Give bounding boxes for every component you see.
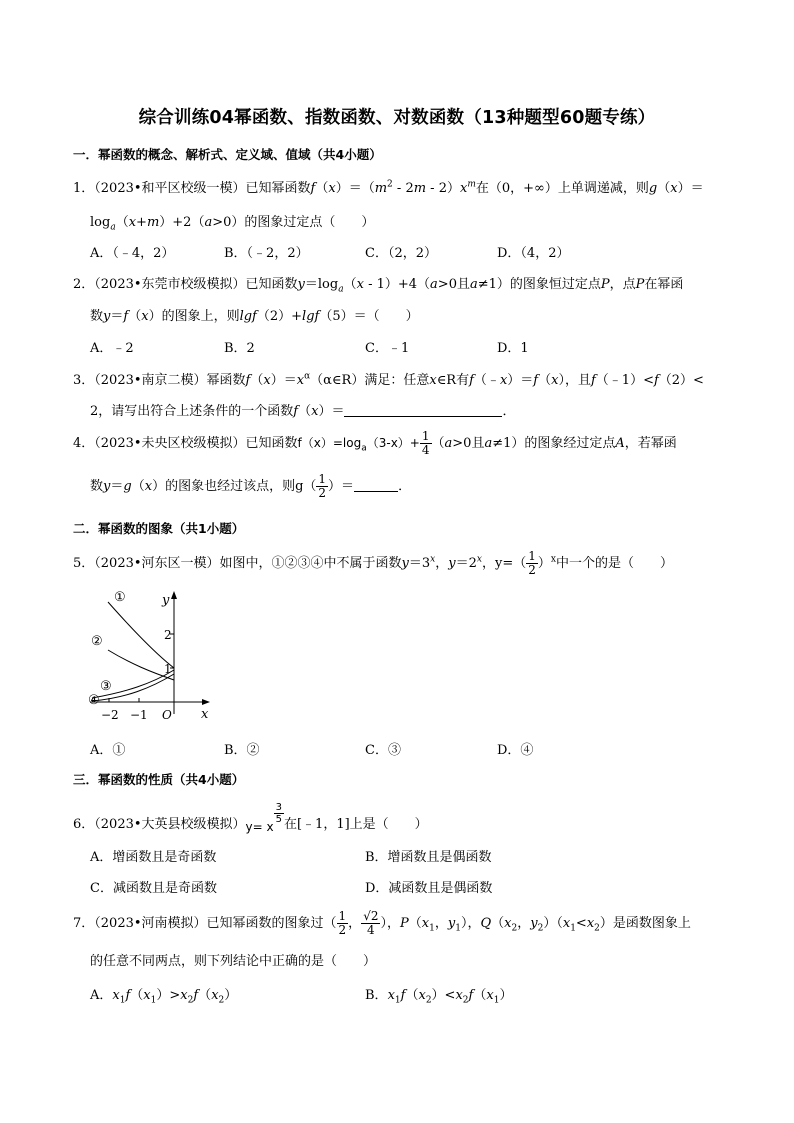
- y-axis-label: y: [162, 593, 170, 608]
- page-title: 综合训练04幂函数、指数函数、对数函数（13种题型60题专练）: [138, 108, 656, 128]
- question-6-prefix: 6．（2023•大英县校级模拟）: [73, 817, 246, 832]
- question-7-line-1: 7．（2023•河南模拟）已知幂函数的图象过（ $\frac{1}{2}$ ， $\frac{√2}{4}$ ），$P(x_1$，$y_1$），$Q(x_2$，$y_2)(x_1<x_2)$是函数图象上: [73, 909, 691, 937]
- x-axis-label: x: [201, 707, 209, 722]
- question-7-option-a[interactable]: A．$x_1f(x_1)>x_2f(x_2)$: [90, 988, 238, 1006]
- question-6-option-b[interactable]: B．增函数且是偶函数: [365, 850, 492, 865]
- answer-blank-q3[interactable]: [344, 416, 502, 417]
- question-5-option-b[interactable]: B．②: [224, 743, 260, 758]
- question-6-line-1: [73, 802, 428, 836]
- question-2-option-c[interactable]: C．﹣1: [365, 341, 410, 356]
- question-1-option-a[interactable]: A．（﹣4，2）: [90, 246, 175, 261]
- y-tick-label-1: 1: [164, 662, 172, 676]
- answer-blank-q4[interactable]: [354, 491, 398, 492]
- section-heading-3: 三．幂函数的性质（共4小题）: [73, 772, 245, 787]
- question-3-line-1: 3．（2023•南京二模）幂函数$f(x)=x^\alpha(\alpha\in R)$满足：任意x∈R有f（﹣x）＝f（x），且f（﹣1）<f（2）<: [73, 371, 704, 388]
- question-4-line-2: 数y＝g（x）的图象也经过该点，则g（ $\frac{1}{2}$ ）＝ ．: [90, 472, 412, 500]
- question-2-option-a[interactable]: A．﹣2: [90, 341, 134, 356]
- question-1-prefix: 1．（2023•和平区校级一模）已知幂函数: [73, 181, 311, 196]
- question-3-line-2: 2，请写出符合上述条件的一个函数f（x）＝ ．: [90, 404, 516, 419]
- question-1-line-2: $\log_a(x+m)+2(a>0)$的图象过定点（ ）: [90, 215, 375, 233]
- question-1-line-1: [73, 177, 704, 196]
- question-3-end: ．: [502, 404, 516, 419]
- question-5-option-c[interactable]: C．③: [365, 743, 401, 758]
- question-1-option-d[interactable]: D．（4，2）: [497, 246, 570, 261]
- question-2-line-2: 数y＝f（x）的图象上，则lgf（2）+lgf（5）＝（ ）: [90, 309, 419, 324]
- question-2-option-d[interactable]: D．1: [497, 341, 529, 356]
- question-1-option-c[interactable]: C．（2，2）: [365, 246, 437, 261]
- origin-label: O: [162, 708, 172, 722]
- section-heading-2: 二．幂函数的图象（共1小题）: [73, 521, 245, 536]
- fraction-one-fourth: $\frac{1}{4}$: [421, 429, 430, 457]
- fraction-one-half: $\frac{1}{2}$: [318, 472, 327, 500]
- question-7-separator: ，: [348, 916, 362, 931]
- x-tick-label-minus1: −1: [130, 708, 148, 722]
- curve-label-4: ④: [88, 693, 100, 708]
- question-2-option-b[interactable]: B．2: [224, 341, 255, 356]
- question-5-option-d[interactable]: D．④: [497, 743, 534, 758]
- exponential-graph-figure: [86, 588, 216, 723]
- curve-label-1: ①: [114, 590, 126, 605]
- question-6-option-a[interactable]: A．增函数且是奇函数: [90, 850, 217, 865]
- question-4-prefix: 4．（2023•未央区校级模拟）已知函数: [73, 436, 298, 451]
- question-2-line-1: 2．（2023•东莞市校级模拟）已知函数$y=\log_a(x - 1)+4(a>0$且a≠1）的图象恒过定点P，点P在幂函: [73, 277, 684, 295]
- fraction-half-base: $\frac{1}{2}$: [528, 549, 536, 577]
- question-4-function: $f(x)=\log_a(3-x)+$: [297, 436, 420, 454]
- question-5-line-1: 5．（2023•河东区一模）如图中，①②③④中不属于函数$y=3^x$，$y=2^x$，y=（ $\frac{1}{2}$ ）$^x$中一个的是（ ）: [73, 549, 673, 577]
- question-7-prefix: 7．（2023•河南模拟）已知幂函数的图象过（: [73, 916, 337, 931]
- section-heading-1: 一．幂函数的概念、解析式、定义域、值域（共4小题）: [73, 147, 382, 162]
- y-tick-label-2: 2: [164, 628, 172, 642]
- curve-label-2: ②: [91, 634, 103, 649]
- x-tick-label-minus2: −2: [101, 708, 119, 722]
- x-axis-arrow-icon: [202, 699, 210, 705]
- question-6-suffix: 在[﹣1，1]上是（ ）: [283, 817, 428, 832]
- question-5-option-a[interactable]: A．①: [90, 743, 126, 758]
- question-6-function: y= x $\frac{3}{5}$: [245, 802, 282, 834]
- question-1-option-b[interactable]: B．（﹣2，2）: [224, 246, 309, 261]
- question-6-option-d[interactable]: D．减函数且是偶函数: [365, 881, 493, 896]
- question-6-option-c[interactable]: C．减函数且是奇函数: [90, 881, 217, 896]
- curve-label-3: ③: [100, 679, 112, 694]
- question-4-line-1: 4．（2023•未央区校级模拟）已知函数$f(x)=\log_a(3-x)+$ $\frac{1}{4}$ （a>0且a≠1）的图象经过定点A，若幂函: [73, 429, 677, 457]
- fraction-sqrt2-over-4: $\frac{√2}{4}$: [363, 909, 379, 937]
- y-axis-arrow-icon: [171, 591, 177, 599]
- question-1-body: $f(x)=(m^2 - 2m - 2)x^m$在（0，+∞）上单调递减，则g（x）＝: [310, 179, 704, 196]
- question-7-line-2: 的任意不同两点，则下列结论中正确的是（ ）: [90, 954, 377, 969]
- question-4-end: ．: [398, 479, 412, 494]
- question-7-option-b[interactable]: B．$x_1f(x_2)<x_2f(x_1)$: [365, 988, 513, 1006]
- fraction-one-half-q7: $\frac{1}{2}$: [338, 909, 347, 937]
